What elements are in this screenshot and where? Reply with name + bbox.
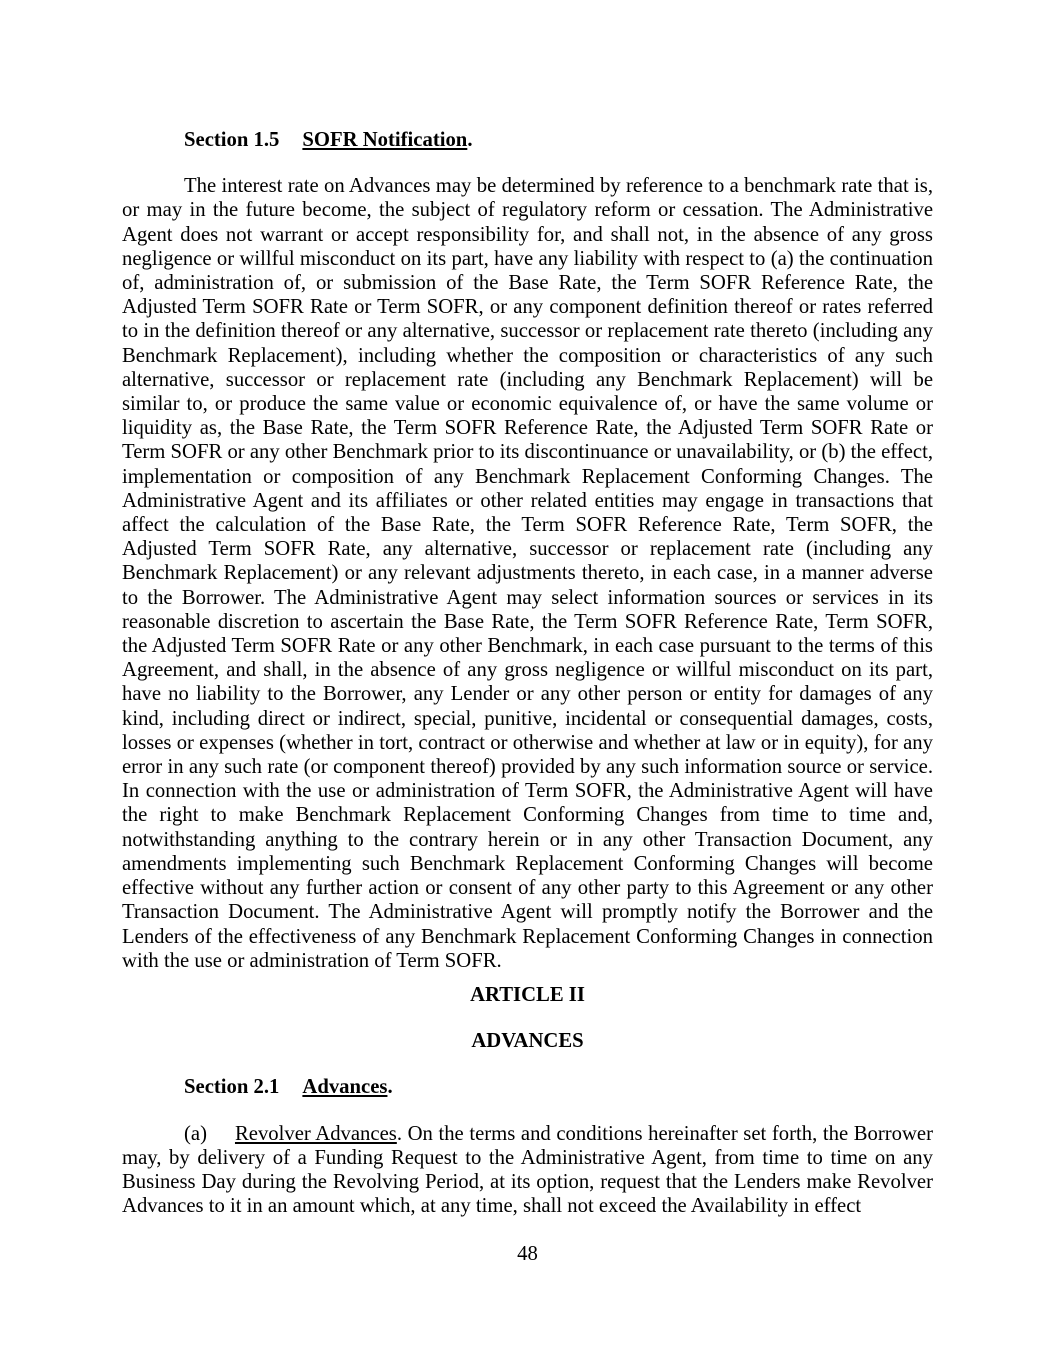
section-2-1-label: Section 2.1 [184,1076,280,1099]
section-1-5-period: . [467,129,473,151]
clause-a-label: (a) [184,1122,207,1145]
section-1-5-heading [122,128,933,152]
page-number: 48 [517,1243,538,1266]
clause-a-paragraph [122,1122,933,1219]
section-2-1-period: . [387,1076,393,1099]
section-1-5-title: SOFR Notification [302,129,468,151]
clause-a-body-text: On the terms and conditions hereinafter set forth, the Borrower may, by delivery of a Funding Request to the Administrative Agent, from time to time on any Business Day during the Revolving Period, at its option, request that the Lenders make Revolver Advances to it in an amount which, at any time, shall not exceed the Availability in effect [122,1122,933,1218]
section-2-1-title: Advances [302,1076,388,1099]
article-2-subheading: ADVANCES [471,1030,584,1053]
clause-a-period: . [396,1122,402,1145]
section-1-5-body-paragraph [122,174,933,973]
clause-a-title: Revolver Advances [234,1122,397,1145]
section-1-5-body-text: The interest rate on Advances may be determined by reference to a benchmark rate that is, or may in the future become, the subject of regulatory reform or cessation. The Administrative Agent does not warrant or accept responsibility for, and shall not, in the absence of any gross negligence or willful misconduct on its part, have any liability with respect to (a) the continuation of, administration of, or submission of the Base Rate, the Term SOFR Reference Rate, the Adjusted Term SOFR Rate or Term SOFR, or any component definition thereof or rates referred to in the definition thereof or any alternative, successor or replacement rate thereto (including any Benchmark Replacement), including whether the composition or characteristics of any such alternative, successor or replacement rate (including any Benchmark Replacement) will be similar to, or produce the same value or economic equivalence of, or have the same volume or liquidity as, the Base Rate, the Term SOFR Reference Rate, the Adjusted Term SOFR Rate or Term SOFR or any other Benchmark prior to its discontinuance or unavailability, or (b) the effect, implementation or composition of any Benchmark Replacement Conforming Changes. The Administrative Agent and its affiliates or other related entities may engage in transactions that affect the calculation of the Base Rate, the Term SOFR Reference Rate, Term SOFR, the Adjusted Term SOFR Rate, any alternative, successor or replacement rate (including any Benchmark Replacement) or any relevant adjustments thereto, in each case, in a manner adverse to the Borrower. The Administrative Agent may select information sources or services in its reasonable discretion to ascertain the Base Rate, the Term SOFR Reference Rate, Term SOFR, the Adjusted Term SOFR Rate or any other Benchmark, in each case pursuant to the terms of this Agreement, and shall, in the absence of any gross negligence or willful misconduct on its part, have no liability to the Borrower, any Lender or any other person or entity for damages of any kind, including direct or indirect, special, punitive, incidental or consequential damages, costs, losses or expenses (whether in tort, contract or otherwise and whether at law or in equity), for any error in any such rate (or component thereof) provided by any such information source or service. In connection with the use or administration of Term SOFR, the Administrative Agent will have the right to make Benchmark Replacement Conforming Changes from time to time and, notwithstanding anything to the contrary herein or in any other Transaction Document, any amendments implementing such Benchmark Replacement Conforming Changes will become effective without any further action or consent of any other party to this Agreement or any other Transaction Document. The Administrative Agent will promptly notify the Borrower and the Lenders of the effectiveness of any Benchmark Replacement Conforming Changes in connection with the use or administration of Term SOFR. [122,175,933,972]
article-2-heading: ARTICLE II [470,983,585,1006]
section-2-1-heading [122,1075,933,1099]
section-1-5-label: Section 1.5 [184,129,280,151]
